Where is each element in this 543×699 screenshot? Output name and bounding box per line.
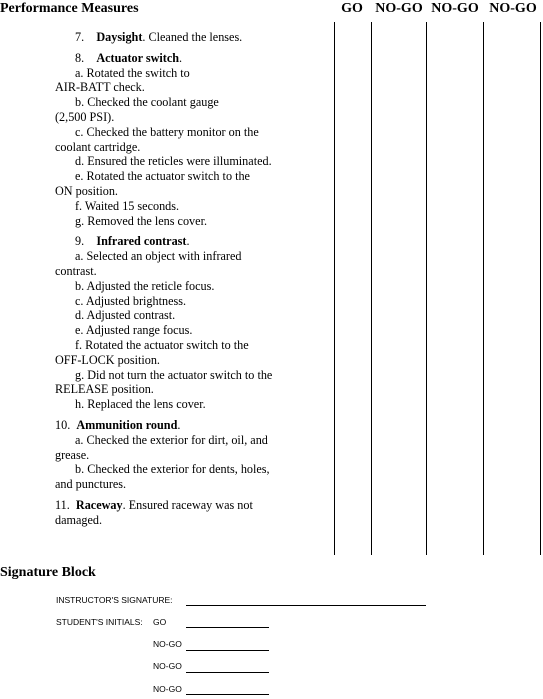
substep: b. Checked the exterior for dents, holes,	[75, 462, 270, 477]
measure-number: 11.	[55, 497, 70, 512]
signature-block-heading: Signature Block	[0, 565, 96, 580]
column-no-go-2: NO-GO	[431, 1, 479, 16]
initials-no-go-label-3: NO-GO	[153, 684, 182, 694]
performance-measures-heading: Performance Measures	[0, 1, 139, 16]
substep-cont: ON position.	[55, 183, 118, 198]
initials-go-line[interactable]	[186, 627, 269, 628]
measure-11	[55, 498, 315, 528]
substep: e. Rotated the actuator switch to the	[75, 169, 250, 184]
measure-10: 10. Ammunition round. a. Checked the exterior for dirt, oil, and grease. b. Checked the exterior for dents, holes, and punctures.	[55, 418, 315, 492]
substep: f. Waited 15 seconds.	[75, 198, 180, 213]
performance-measures-list	[55, 30, 315, 534]
measure-number: 10.	[55, 417, 71, 432]
initials-no-go-label-2: NO-GO	[153, 661, 182, 671]
measure-name: Infrared contrast	[96, 234, 187, 249]
table-header	[0, 0, 543, 20]
substep-cont: coolant cartridge.	[55, 139, 141, 154]
measure-text-cont: damaged.	[55, 512, 103, 527]
no-go-column-box-2	[427, 22, 484, 555]
substep: f. Rotated the actuator switch to the	[75, 337, 249, 352]
substep-cont: AIR-BATT check.	[55, 80, 145, 95]
column-no-go-3: NO-GO	[489, 1, 537, 16]
substep: h. Replaced the lens cover.	[75, 397, 206, 412]
initials-no-go-line-3[interactable]	[186, 694, 269, 695]
column-no-go-1: NO-GO	[375, 1, 423, 16]
substep: g. Removed the lens cover.	[75, 213, 207, 228]
initials-go-label: GO	[153, 617, 167, 627]
substep: a. Selected an object with infrared	[75, 249, 242, 264]
substep: c. Adjusted brightness.	[75, 293, 187, 308]
measure-text: . Ensured raceway was not	[122, 497, 253, 512]
measure-number: 8.	[75, 50, 85, 65]
measure-8: 8. Actuator switch. a. Rotated the switch to AIR-BATT check. b. Checked the coolant gauge (2,500 PSI). c. Checked the battery monitor on the coolant cartridge. d. Ensured the reticles were illuminated. e. Rotated the actuator switch to the ON position. f. Waited 15 seconds. g. Removed the lens cover.	[55, 51, 315, 229]
substep: a. Checked the exterior for dirt, oil, and	[75, 432, 268, 447]
instructor-signature-label: INSTRUCTOR'S SIGNATURE:	[56, 595, 173, 605]
measure-name: Daysight	[96, 30, 143, 44]
measure-number: 9.	[75, 234, 85, 249]
substep: d. Adjusted contrast.	[75, 308, 176, 323]
substep: d. Ensured the reticles were illuminated.	[75, 154, 272, 169]
substep-cont: grease.	[55, 447, 90, 462]
substep: c. Checked the battery monitor on the	[75, 124, 259, 139]
substep: a. Rotated the switch to	[75, 65, 190, 80]
student-initials-label: STUDENT'S INITIALS:	[56, 617, 143, 627]
substep: b. Adjusted the reticle focus.	[75, 278, 215, 293]
substep: b. Checked the coolant gauge	[75, 95, 219, 110]
initials-no-go-line-1[interactable]	[186, 650, 269, 651]
measure-7	[55, 30, 315, 45]
column-go: GO	[341, 1, 363, 16]
measure-name: Raceway	[75, 497, 123, 512]
substep-cont: contrast.	[55, 263, 97, 278]
substep-cont: (2,500 PSI).	[55, 109, 115, 124]
substep: g. Did not turn the actuator switch to the	[75, 367, 273, 382]
substep-cont: OFF-LOCK position.	[55, 352, 160, 367]
measure-text: . Cleaned the lenses.	[142, 30, 243, 44]
no-go-column-box-1	[371, 22, 427, 555]
substep: e. Adjusted range focus.	[75, 323, 193, 338]
measure-number: 7.	[75, 30, 85, 44]
initials-no-go-label-1: NO-GO	[153, 639, 182, 649]
substep-cont: RELEASE position.	[55, 382, 154, 397]
go-column-box	[334, 22, 372, 555]
measure-name: Ammunition round	[76, 417, 178, 432]
substep-cont: and punctures.	[55, 477, 127, 492]
measure-9: 9. Infrared contrast. a. Selected an object with infrared contrast. b. Adjusted the reticle focus. c. Adjusted brightness. d. Adjusted contrast. e. Adjusted range focus. f. Rotated the actuator switch to the OFF-LOCK position. g. Did not turn the actuator switch to the RELEASE position. h. Replaced the lens cover.	[55, 234, 315, 412]
initials-no-go-line-2[interactable]	[186, 672, 269, 673]
no-go-column-box-3	[484, 22, 541, 555]
instructor-signature-line[interactable]	[186, 605, 426, 606]
measure-name: Actuator switch	[96, 50, 180, 65]
